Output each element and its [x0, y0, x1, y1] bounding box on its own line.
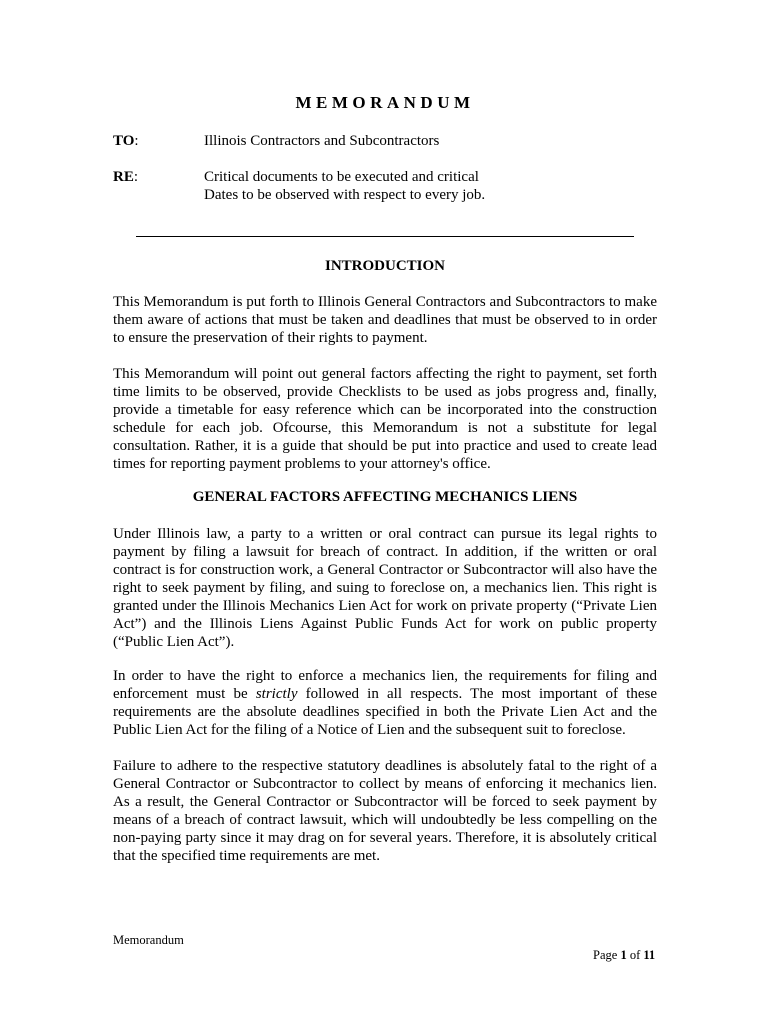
intro-paragraph-1: This Memorandum is put forth to Illinois General Contractors and Subcontractors to make them aware of actions that must be taken and deadlines that must be observed to in order to ensure the preservation of their rights to payment.	[113, 294, 657, 346]
memo-title: MEMORANDUM	[295, 93, 475, 112]
re-value	[204, 168, 584, 204]
divider-rule	[136, 236, 634, 237]
page-indicator: Page 1 of 11	[593, 948, 656, 962]
general-factors-heading: GENERAL FACTORS AFFECTING MECHANICS LIENS	[192, 489, 578, 505]
emphasis-strictly: strictly	[255, 686, 298, 702]
footer-label: Memorandum	[113, 933, 184, 947]
page-current: 1	[620, 948, 627, 962]
general-paragraph-1: Under Illinois law, a party to a written or oral contract can pursue its legal rights to payment by filing a lawsuit for breach of contract. In addition, if the written or oral contract is for construction work, a General Contractor or Subcontractor will also have the right to seek payment by filing, and suing to foreclose on, a mechanics lien. This right is granted under the Illinois Mechanics Lien Act for work on private property (“Private Lien Act”) and the Illinois Liens Against Public Funds Act for work on public property (“Public Lien Act”).	[113, 526, 657, 650]
intro-paragraph-2: This Memorandum will point out general factors affecting the right to payment, set forth time limits to be observed, provide Checklists to be used as jobs progress and, finally, provide a timetable for easy reference which can be incorporated into the construction schedule for each job. Ofcourse, this Memorandum is not a substitute for legal consultation. Rather, it is a guide that should be put into practice and used to create lead times for reporting payment problems to your attorney's office.	[113, 366, 657, 472]
re-label: RE:	[113, 169, 139, 185]
page-total: 11	[643, 948, 656, 962]
to-value: Illinois Contractors and Subcontractors	[204, 133, 440, 149]
to-label: TO:	[113, 133, 139, 149]
re-line-1: Critical documents to be executed and critical	[204, 169, 479, 185]
re-line-2: Dates to be observed with respect to every job.	[204, 187, 486, 203]
general-paragraph-2: In order to have the right to enforce a mechanics lien, the requirements for filing and enforcement must be strictly followed in all respects. The most important of these requirements are the absolute deadlines specified in both the Private Lien Act and the Public Lien Act for the filing of a Notice of Lien and the subsequent suit to foreclose.	[113, 668, 657, 738]
general-paragraph-3: Failure to adhere to the respective statutory deadlines is absolutely fatal to the right of a General Contractor or Subcontractor to collect by means of enforcing it mechanics lien. As a result, the General Contractor or Subcontractor will be forced to seek payment by means of a breach of contract lawsuit, which will undoubtedly be less compelling on the non-paying party since it may drag on for several years. Therefore, it is absolutely critical that the specified time requirements are met.	[113, 758, 657, 864]
introduction-heading: INTRODUCTION	[324, 258, 445, 274]
